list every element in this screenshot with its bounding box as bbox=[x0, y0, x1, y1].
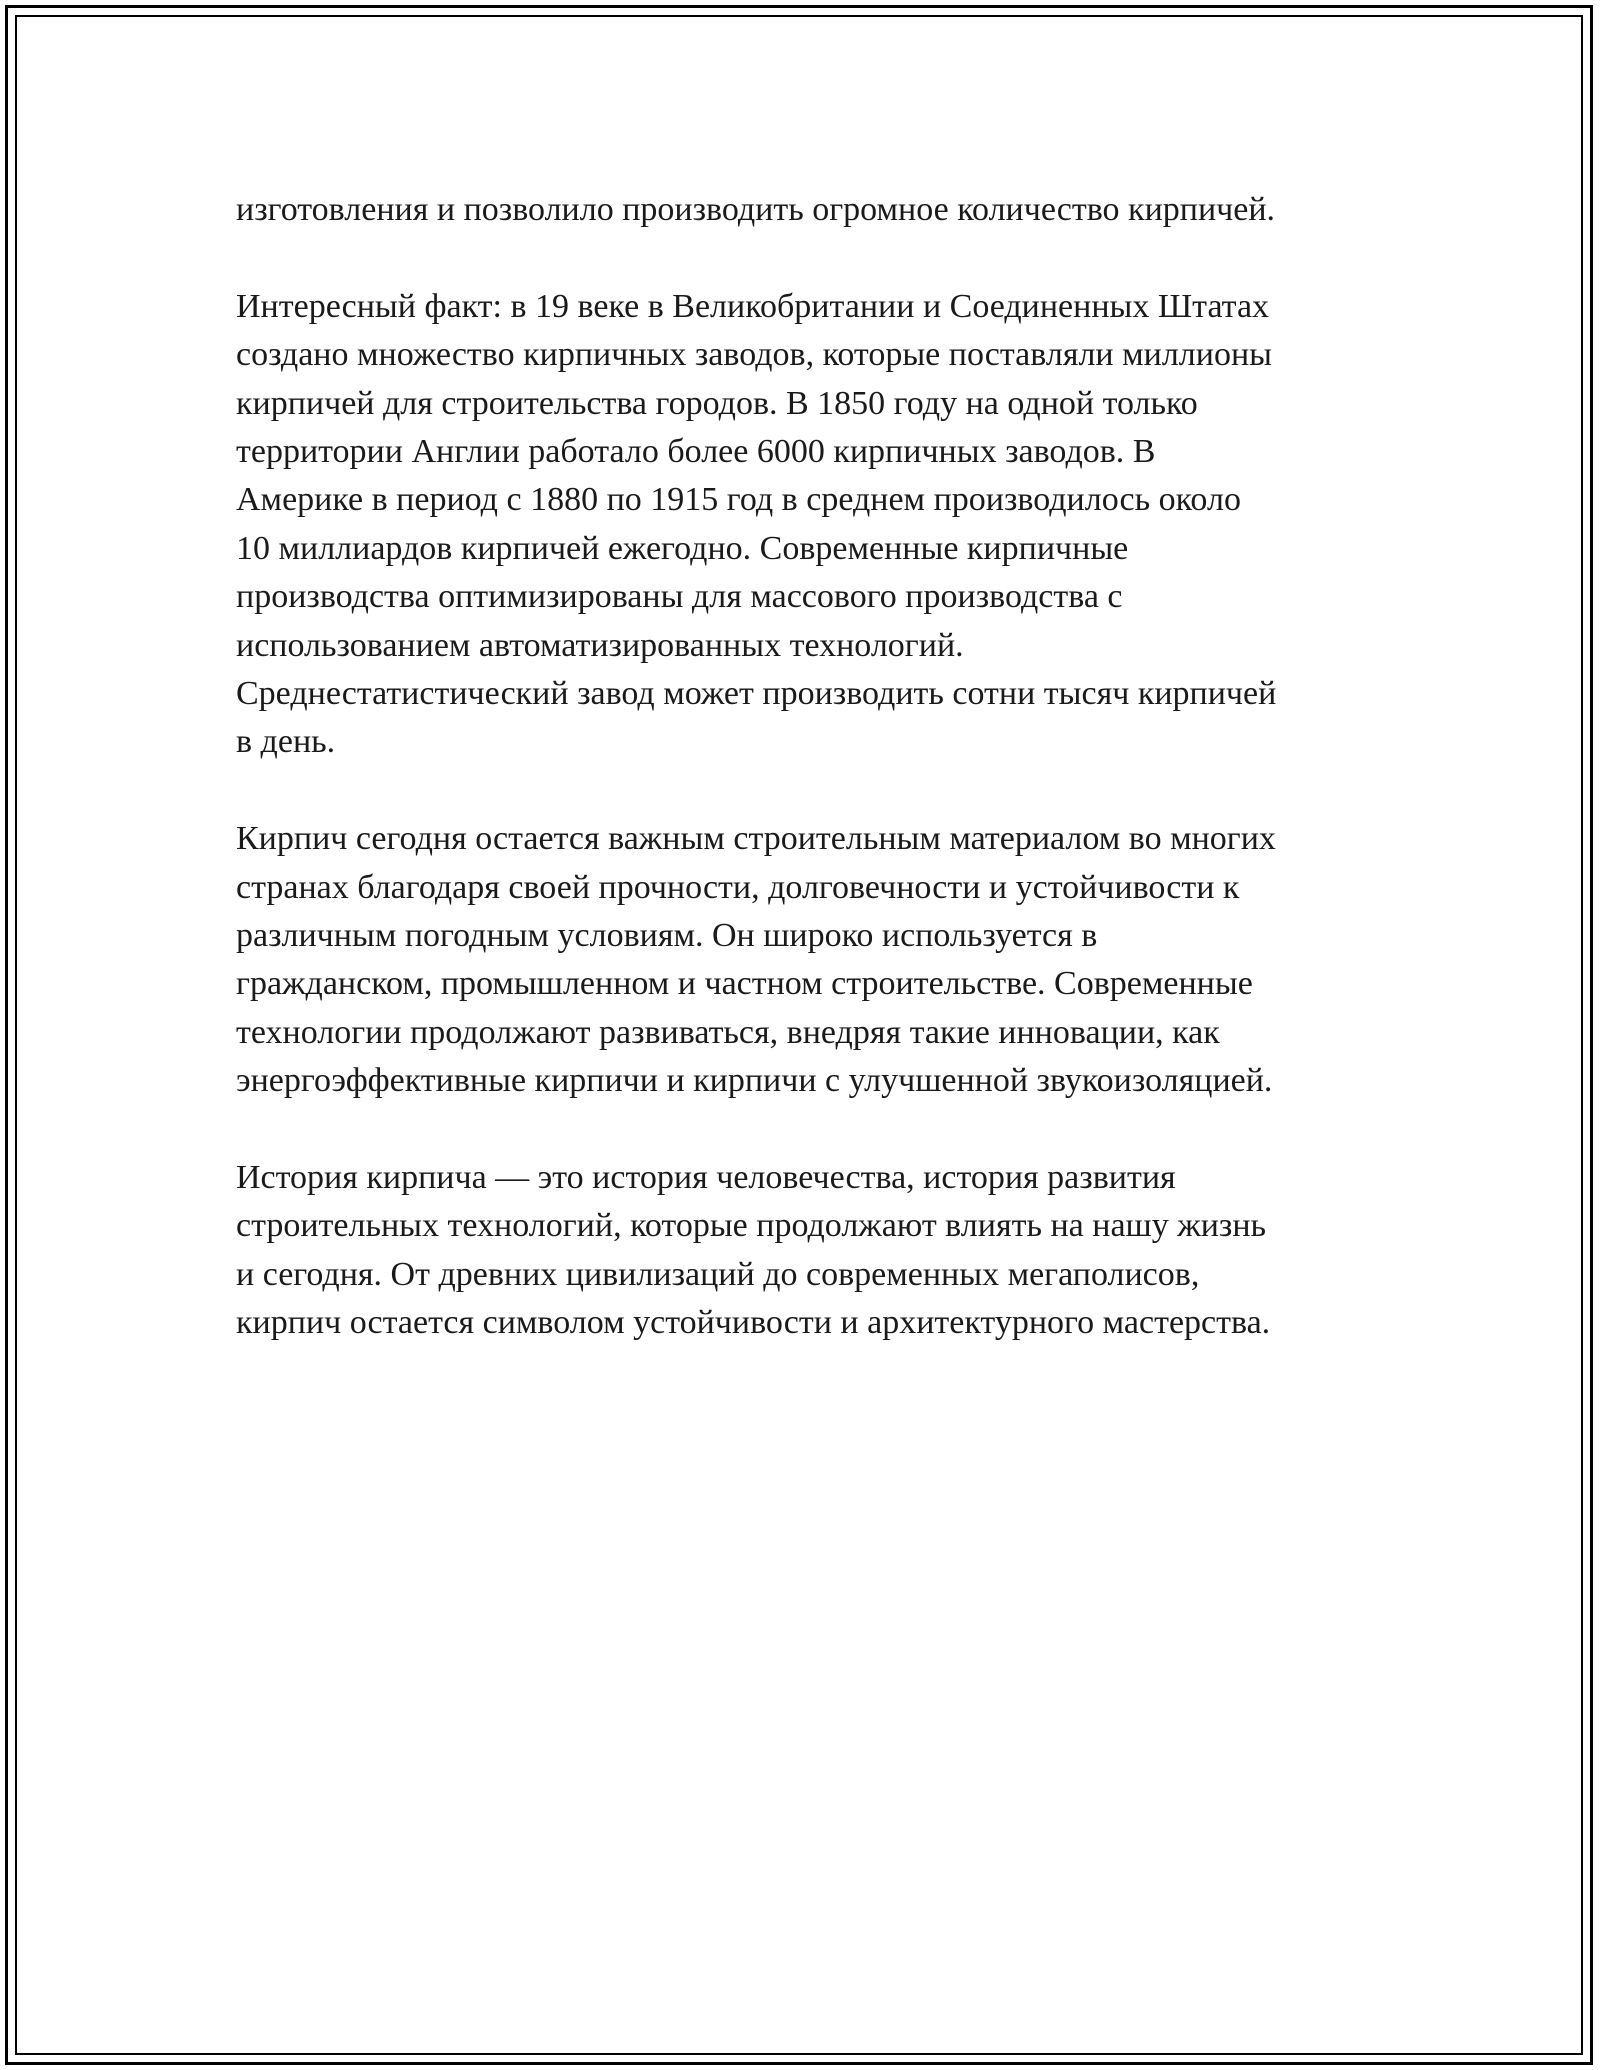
document-body bbox=[236, 186, 1376, 1396]
paragraph-brick-today: Кирпич сегодня остается важным строительным материалом во многих странах благодаря своей прочности, долговечности и устойчивости к различным погодным условиям. Он широко используется в гражданском, промышленном и частном строительстве. Современные технологии продолжают развиваться, внедряя такие инновации, как энергоэффективные кирпичи и кирпичи с улучшенной звукоизоляцией. bbox=[236, 820, 1276, 1100]
paragraph-interesting-fact: Интересный факт: в 19 веке в Великобритании и Соединенных Штатах создано множество кирпичных заводов, которые поставляли миллионы кирпичей для строительства городов. В 1850 году на одной только территории Англии работало более 6000 кирпичных заводов. В Америке в период с 1880 по 1915 год в среднем производилось около 10 миллиардов кирпичей ежегодно. Современные кирпичные производства оптимизированы для массового производства с использованием автоматизированных технологий. Среднестатистический завод может производить сотни тысяч кирпичей в день. bbox=[236, 287, 1277, 761]
paragraph-brick-history-conclusion: История кирпича — это история человечества, история развития строительных технологий, которые продолжают влиять на нашу жизнь и сегодня. От древних цивилизаций до современных мегаполисов, кирпич остается символом устойчивости и архитектурного мастерства. bbox=[236, 1159, 1271, 1342]
paragraph-continuation: изготовления и позволило производить огромное количество кирпичей. bbox=[236, 191, 1276, 228]
